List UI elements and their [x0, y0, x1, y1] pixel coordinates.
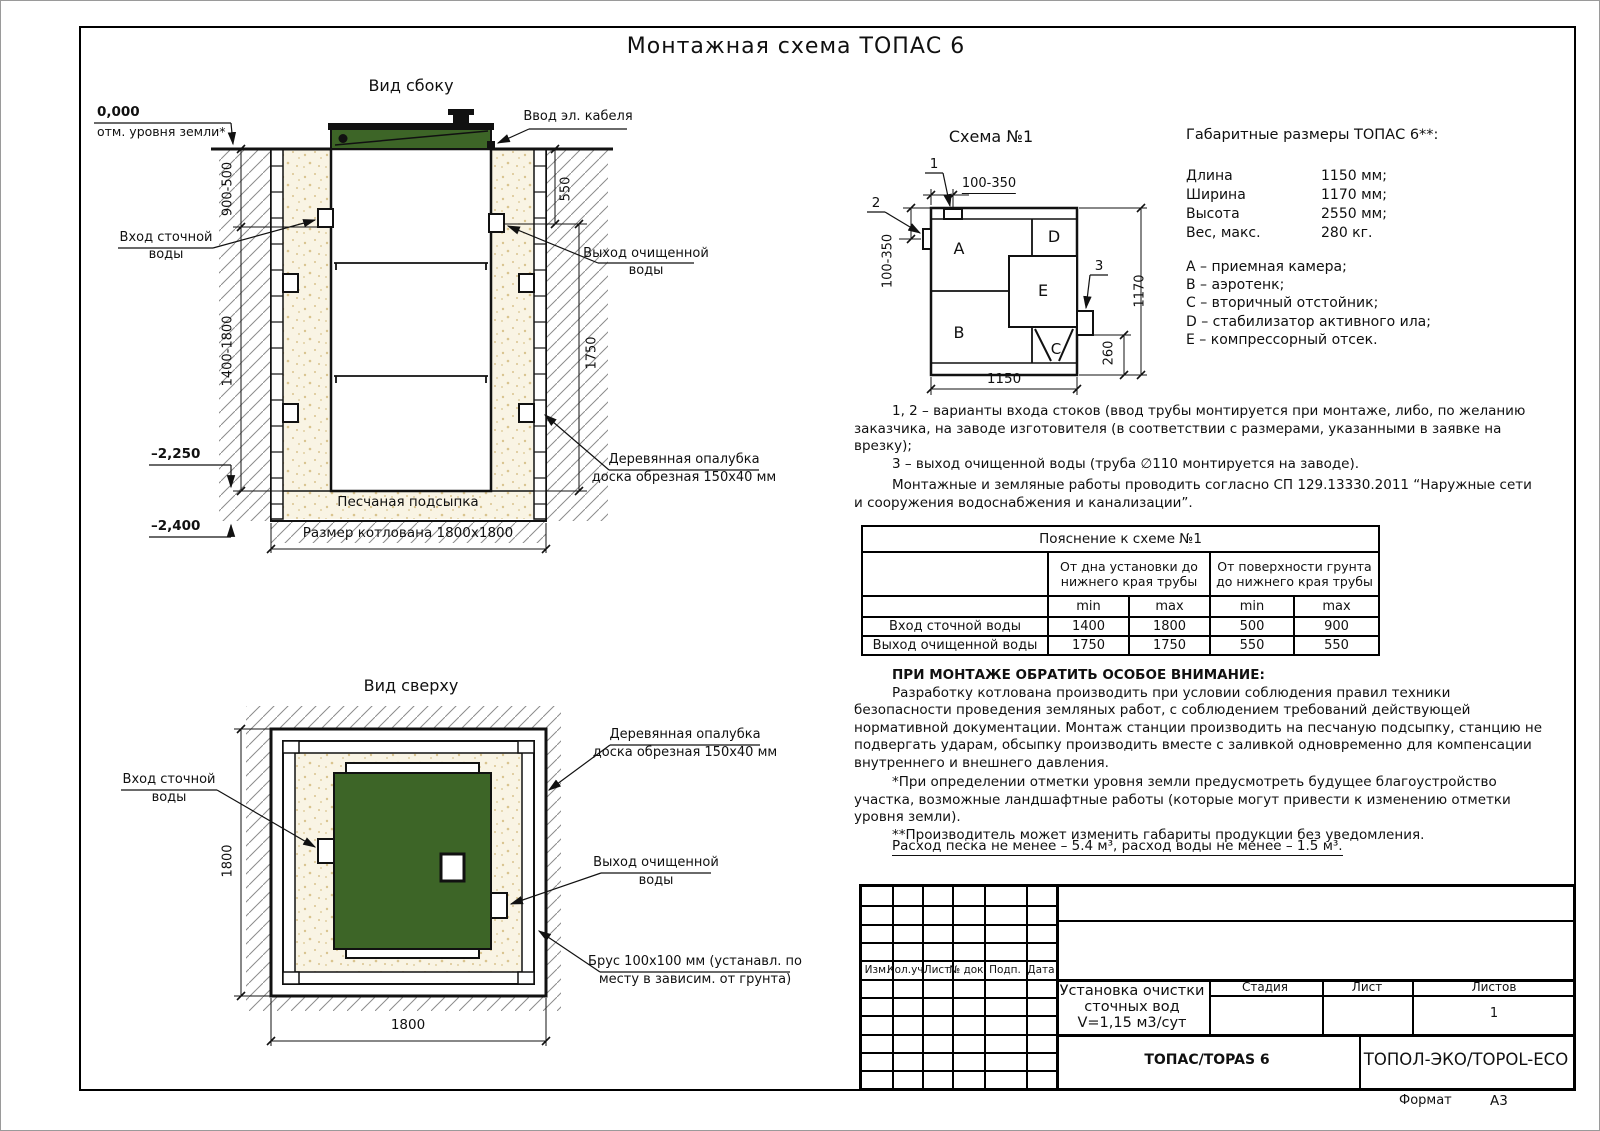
- table-title: Пояснение к схеме №1: [862, 526, 1379, 552]
- zero-level-note: отм. уровня земли*: [97, 124, 226, 139]
- table-header-max: max: [1294, 596, 1379, 617]
- note-text: 1, 2 – варианты входа стоков (ввод трубы монтируется при монтаже, либо, по желанию заказчика, на заводе изготовителя (в соответствии с размерами, указанными в заявке на врезку);: [854, 403, 1526, 454]
- col-koluch: Кол.уч.: [887, 964, 927, 976]
- footnote: *При определении отметки уровня земли предусмотреть будущее благоустройство участка, возможные ландшафтные работы (которые могут привести к изменению отметки уровня земли).: [854, 774, 1511, 825]
- formwork-label: Деревянная опалубка: [609, 727, 761, 742]
- formwork-label: доска обрезная 150х40 мм: [592, 745, 778, 760]
- col-list: Лист: [923, 964, 951, 976]
- outlet-label: Выход очищенной: [593, 855, 719, 870]
- legend-item: D – стабилизатор активного ила;: [1186, 314, 1431, 330]
- spec-label: Ширина: [1186, 187, 1246, 203]
- level-minus-2400: –2,400: [151, 518, 201, 534]
- sheet-label: Лист: [1351, 980, 1383, 994]
- inlet-connector: [318, 209, 333, 227]
- dim-900-500: 900-500: [220, 161, 236, 217]
- side-view-title: Вид сбоку: [368, 76, 454, 95]
- sheets-value: 1: [1489, 1006, 1499, 1021]
- formwork-label: Деревянная опалубка: [608, 452, 760, 467]
- table-cell: [862, 596, 1048, 617]
- compartment-a: A: [953, 239, 965, 258]
- note-sp: Монтажные и земляные работы проводить согласно СП 129.13330.2011 “Наружные сети и сооружения водоснабжения и канализации”.: [854, 477, 1532, 511]
- dim-1800-h: 1800: [390, 1017, 426, 1033]
- compartment-d: D: [1047, 227, 1061, 246]
- spec-value: 1150 мм;: [1321, 168, 1387, 184]
- dim-260: 260: [1101, 340, 1117, 366]
- consumption-note: [892, 839, 1343, 854]
- company-name: ТОПОЛ-ЭКО/TOPOL-ECO: [1363, 1050, 1569, 1069]
- formwork-left: [271, 149, 283, 519]
- top-view-drawing: [81, 661, 801, 1081]
- cell-value: 550: [1294, 636, 1379, 655]
- formwork-label: доска обрезная 150х40 мм: [591, 470, 777, 485]
- col-ndok: № док.: [949, 964, 987, 976]
- legend-item: B – аэротенк;: [1186, 277, 1285, 293]
- marker-3: 3: [1094, 258, 1104, 274]
- cable-entry-point: [487, 141, 495, 149]
- table-col-group: От поверхности грунта до нижнего края трубы: [1210, 552, 1379, 596]
- station-lid: [328, 109, 494, 149]
- inlet-label: Вход сточной: [119, 230, 213, 245]
- table-row: [862, 617, 1379, 636]
- cell-value: 900: [1294, 617, 1379, 636]
- outlet-label: воды: [638, 873, 674, 888]
- dim-1800-v: 1800: [220, 844, 236, 878]
- dim-1150: 1150: [986, 371, 1022, 387]
- spec-value: 2550 мм;: [1321, 206, 1387, 222]
- spec-value: 280 кг.: [1321, 225, 1373, 241]
- notes-variants: [854, 403, 1544, 473]
- cell-value: 1400: [1048, 617, 1129, 636]
- doc-title: сточных вод: [1084, 999, 1180, 1015]
- table-header-min: min: [1210, 596, 1294, 617]
- outlet-connector: [489, 214, 504, 232]
- marker-2: 2: [871, 195, 881, 211]
- dim-1170: 1170: [1132, 274, 1148, 308]
- table-header-min: min: [1048, 596, 1129, 617]
- table-row: [862, 636, 1379, 655]
- inlet-label: Вход сточной: [122, 772, 216, 787]
- schema-title: Схема №1: [948, 127, 1034, 146]
- outlet-label: воды: [628, 263, 664, 278]
- compartment-c: C: [1050, 340, 1062, 358]
- footnote: **Производитель может изменить габариты продукции без уведомления.: [892, 826, 1425, 843]
- stage-label: Стадия: [1241, 980, 1289, 994]
- legend-item: A – приемная камера;: [1186, 259, 1347, 275]
- compartment-b: B: [953, 323, 965, 342]
- station-body: [331, 149, 491, 491]
- spec-label: Вес, макс.: [1186, 225, 1261, 241]
- product-name: ТОПАС/TOPAS 6: [1144, 1052, 1270, 1068]
- cell-value: 1750: [1129, 636, 1210, 655]
- outlet-pipe: [1077, 311, 1093, 335]
- inlet-label: воды: [151, 790, 187, 805]
- explanation-table: [861, 525, 1380, 656]
- cell-value: 500: [1210, 617, 1294, 636]
- doc-title: Установка очистки: [1059, 983, 1205, 999]
- spec-label: Высота: [1186, 206, 1240, 222]
- cell-value: 1750: [1048, 636, 1129, 655]
- dim-100-350-top: 100-350: [962, 177, 1016, 194]
- beam-label: Брус 100х100 мм (устанавл. по: [588, 954, 802, 969]
- pit-size-label: Размер котлована 1800х1800: [302, 525, 514, 541]
- cell-value: 1800: [1129, 617, 1210, 636]
- compartment-e: E: [1037, 281, 1049, 300]
- attention-title: ПРИ МОНТАЖЕ ОБРАТИТЬ ОСОБОЕ ВНИМАНИЕ:: [892, 667, 1265, 683]
- spec-label: Длина: [1186, 168, 1233, 184]
- col-izm: Изм.: [864, 964, 890, 976]
- note-text: 3 – выход очищенной воды (труба ∅110 монтируется на заводе).: [892, 455, 1360, 472]
- row-label: Выход очищенной воды: [862, 636, 1048, 655]
- doc-title: V=1,15 м3/сут: [1077, 1015, 1187, 1031]
- consumption-text: Расход песка не менее – 5.4 м³, расход воды не менее – 1.5 м³.: [892, 838, 1343, 854]
- marker-1: 1: [929, 156, 939, 172]
- zero-level-mark: 0,000: [97, 104, 140, 120]
- beam-label: месту в зависим. от грунта): [598, 972, 792, 987]
- page-title: Монтажная схема ТОПАС 6: [626, 34, 966, 59]
- dim-100-350-left: 100-350: [880, 233, 896, 289]
- attention-body: Разработку котлована производить при условии соблюдения правил техники безопасности проведения земляных работ, с соблюдением требований действующей нормативной документации. Монтаж станции производить на песчаную подсыпку, станцию не подвергать ударам, обсыпку производить вместе с заливкой одновременно для компенсации внутреннего и внешнего давления.: [854, 684, 1542, 771]
- inlet-variant-1: [944, 209, 962, 219]
- table-corner-cell: [862, 552, 1048, 596]
- legend-item: E – компрессорный отсек.: [1186, 332, 1378, 348]
- specs-title: Габаритные размеры ТОПАС 6**:: [1186, 127, 1439, 143]
- dim-1750: 1750: [584, 336, 600, 370]
- outlet-connector: [491, 893, 507, 918]
- sand-bed-label: Песчаная подсыпка: [337, 494, 479, 510]
- table-col-group: От дна установки до нижнего края трубы: [1048, 552, 1210, 596]
- outlet-label: Выход очищенной: [583, 246, 709, 261]
- inlet-variant-2: [923, 229, 931, 249]
- col-data: Дата: [1027, 964, 1055, 976]
- format-label: Формат: [1399, 1093, 1452, 1108]
- table-header-max: max: [1129, 596, 1210, 617]
- service-hatch: [441, 854, 464, 881]
- formwork-right: [534, 149, 546, 519]
- col-podp: Подп.: [989, 964, 1021, 976]
- sheets-label: Листов: [1471, 980, 1517, 994]
- row-label: Вход сточной воды: [862, 617, 1048, 636]
- spec-value: 1170 мм;: [1321, 187, 1387, 203]
- title-block: [859, 884, 1576, 1091]
- level-minus-2250: –2,250: [151, 446, 201, 462]
- inlet-label: воды: [148, 247, 184, 262]
- attention-block: [854, 667, 1546, 772]
- legend-item: C – вторичный отстойник;: [1186, 295, 1379, 311]
- footnotes: [854, 774, 1549, 844]
- elevation-leaders: [94, 123, 233, 537]
- format-value: А3: [1490, 1093, 1508, 1109]
- dim-1400-1800: 1400-1800: [220, 315, 236, 387]
- station-top: [334, 773, 491, 949]
- inlet-connector: [318, 839, 334, 863]
- cable-entry-label: Ввод эл. кабеля: [523, 109, 633, 124]
- dim-550: 550: [558, 176, 574, 202]
- top-view-title: Вид сверху: [363, 676, 459, 695]
- cell-value: 550: [1210, 636, 1294, 655]
